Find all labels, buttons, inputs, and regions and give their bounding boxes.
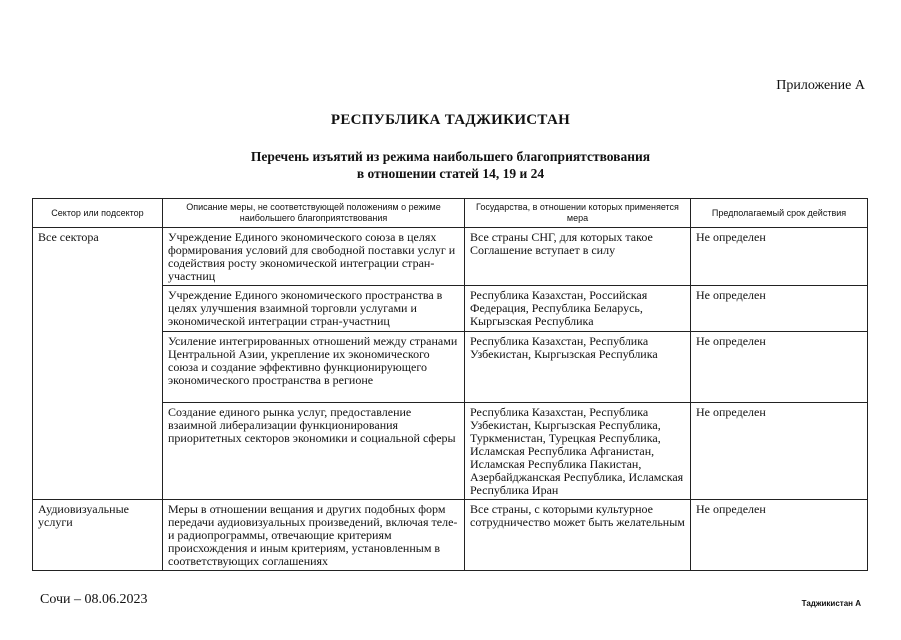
cell-states: Все страны СНГ, для которых такое Соглашение вступает в силу: [465, 228, 691, 286]
annex-label: Приложение А: [776, 78, 865, 93]
subtitle-line-1: Перечень изъятий из режима наибольшего благоприятствования: [250, 149, 651, 164]
exemptions-table: [32, 198, 868, 571]
cell-duration: Не определен: [691, 500, 868, 571]
table-header-row: [33, 199, 868, 228]
header-sector: Сектор или подсектор: [33, 199, 163, 228]
cell-sector: Аудиовизуальные услуги: [33, 500, 163, 571]
table-row: [33, 228, 868, 286]
cell-duration: Не определен: [691, 403, 868, 500]
cell-description: Меры в отношении вещания и других подобных форм передачи аудиовизуальных произведений, включая теле- и радиопрограммы, отвечающие критериям происхождения и иным критериям, установленным в соответствующих соглашениях: [163, 500, 465, 571]
cell-duration: Не определен: [691, 332, 868, 403]
cell-description: Создание единого рынка услуг, предоставление взаимной либерализации функционирования приоритетных секторов экономики и социальной сферы: [163, 403, 465, 500]
subtitle-line-2: в отношении статей 14, 19 и 24: [356, 166, 545, 181]
country-title: РЕСПУБЛИКА ТАДЖИКИСТАН: [330, 112, 571, 128]
cell-description: Учреждение Единого экономического союза в целях формирования условий для свободной поставки услуг и содействия росту экономической интеграции стран-участниц: [163, 228, 465, 286]
cell-duration: Не определен: [691, 228, 868, 286]
cell-description: Учреждение Единого экономического пространства в целях улучшения взаимной торговли услугами и экономической интеграции стран-участниц: [163, 286, 465, 332]
footer-doc-label: Таджикистан А: [801, 599, 861, 608]
cell-duration: Не определен: [691, 286, 868, 332]
cell-states: Республика Казахстан, Республика Узбекистан, Кыргызская Республика: [465, 332, 691, 403]
table-row: [33, 500, 868, 571]
cell-states: Все страны, с которыми культурное сотрудничество может быть желательным: [465, 500, 691, 571]
document-subtitle: [0, 148, 901, 182]
header-duration: Предполагаемый срок действия: [691, 199, 868, 228]
header-description: Описание меры, не соответствующей положениям о режиме наибольшего благоприятствования: [163, 199, 465, 228]
cell-states: Республика Казахстан, Республика Узбекистан, Кыргызская Республика, Туркменистан, Турецкая Республика, Исламская Республика Афганистан, Исламская Республика Пакистан, Азербайджанская Республика, Исламская Республика Иран: [465, 403, 691, 500]
footer-place-date: Сочи – 08.06.2023: [40, 592, 148, 607]
header-states: Государства, в отношении которых применяется мера: [465, 199, 691, 228]
cell-description: Усиление интегрированных отношений между странами Центральной Азии, укрепление их экономического союза и создание эффективно функционирующего экономического пространства в регионе: [163, 332, 465, 403]
cell-sector: Все сектора: [33, 228, 163, 500]
cell-states: Республика Казахстан, Российская Федерация, Республика Беларусь, Кыргызская Республика: [465, 286, 691, 332]
